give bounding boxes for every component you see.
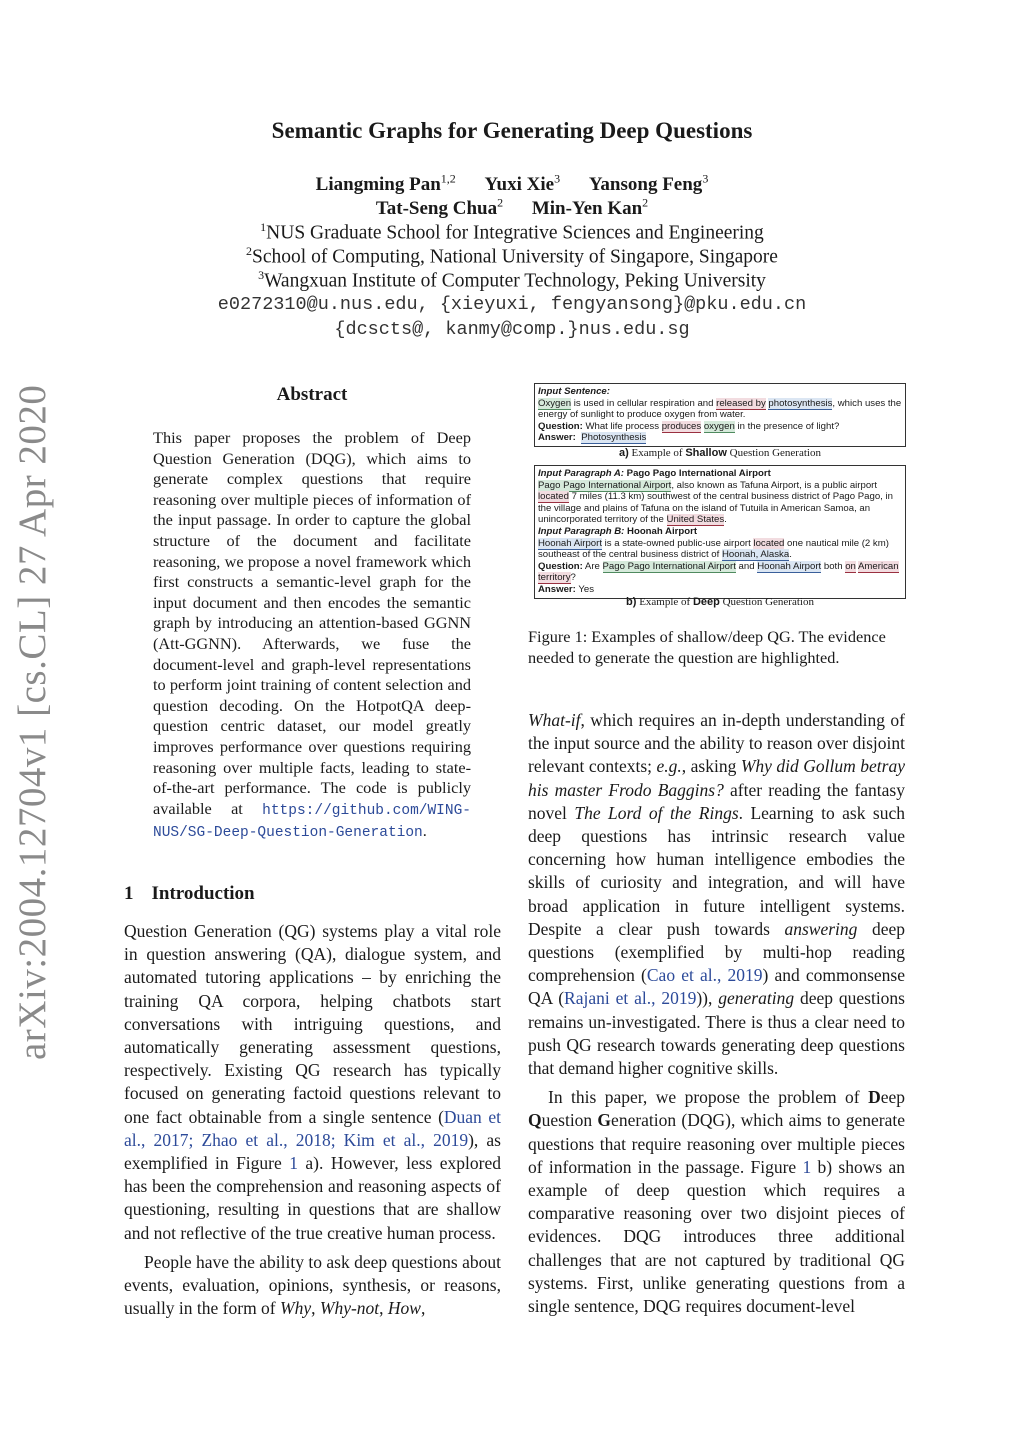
intro-right-column bbox=[528, 709, 905, 1318]
figure-1-caption: Figure 1: Examples of shallow/deep QG. The evidence needed to generate the question are highlighted. bbox=[528, 627, 886, 667]
code-link[interactable]: https://github.com/WING-NUS/SG-Deep-Question-Generation bbox=[153, 802, 471, 842]
citation[interactable]: Cao et al., 2019 bbox=[646, 965, 763, 986]
affiliation-3: $^3$Wangxuan Institute of Computer Technology, Peking University bbox=[258, 268, 766, 292]
authors-line-2 bbox=[0, 196, 1024, 220]
intro-paragraph-2: People have the ability to ask deep questions about events, evaluation, opinions, synthesis, or reasons, usually in the form of Why, Why-not, How, bbox=[124, 1251, 501, 1319]
abstract-heading: Abstract bbox=[276, 384, 348, 405]
citation[interactable]: Duan et al., 2017; Zhao et al., 2018; Kim et al., 2019 bbox=[124, 1106, 501, 1150]
figure-ref[interactable]: 1 bbox=[802, 1156, 812, 1177]
figure-1a-box: Input Sentence: Oxygen is used in cellular respiration and released by photosynthesis, which uses the energy of sunlight to produce oxygen from water. Question: What life process produces oxygen in the presence of light? Answer: Photosynthesis bbox=[534, 383, 906, 447]
section-heading-introduction: 1 Introduction bbox=[124, 883, 255, 904]
affiliation-1: $^1$NUS Graduate School for Integrative Sciences and Engineering bbox=[260, 220, 764, 244]
intro-paragraph-3: In this paper, we propose the problem of Deep Question Generation (DQG), which aims to generate questions that require reasoning over multiple pieces of information in the passage. Figure 1 b) shows an example of deep question which requires a comparative reasoning over two disjoint pieces of evidences. DQG introduces three additional challenges that are not captured by traditional QG systems. First, unlike generating questions from a single sentence, DQG requires document-level bbox=[528, 1087, 905, 1317]
intro-paragraph-1: Question Generation (QG) systems play a vital role in question answering (QA), dialogue system, and automated tutoring applications – by enriching the training QA corpora, helping chatbots start conversations with intriguing questions, and automatically generating assessment questions, respectively. Existing QG research has typically focused on generating factoid questions relevant to one fact obtainable from a single sentence (Duan et al., 2017; Zhao et al., 2018; Kim et al., 2019), as exemplified in Figure 1 a). However, less explored has been the comprehension and reasoning aspects of questioning, resulting in questions that are shallow and not reflective of the true creative human process. bbox=[124, 921, 501, 1243]
affiliation-2: $^2$School of Computing, National University of Singapore, Singapore bbox=[246, 244, 778, 268]
author: Liangming Pan$^{1,2}$ bbox=[315, 172, 456, 196]
email-line-1: e0272310@u.nus.edu, {xieyuxi, fengyansong}@pku.edu.cn bbox=[217, 294, 807, 315]
authors-line-1 bbox=[0, 172, 1024, 196]
paper-title: Semantic Graphs for Generating Deep Questions bbox=[271, 118, 753, 143]
citation[interactable]: Rajani et al., 2019 bbox=[564, 988, 697, 1009]
figure-ref[interactable]: 1 bbox=[289, 1153, 298, 1174]
author: Yuxi Xie$^3$ bbox=[484, 172, 561, 196]
intro-left-column bbox=[124, 920, 501, 1320]
author: Yansong Feng$^3$ bbox=[588, 172, 709, 196]
figure-1b-box: Input Paragraph A: Pago Pago International Airport Pago Pago International Airport, also known as Tafuna Airport, is a public airport located 7 miles (11.3 km) southwest of the central business district of Pago Pago, in the village and plains of Tafuna on the island of Tutuila in American Samoa, an unincorporated territory of the United States. Input Paragraph B: Hoonah Airport Hoonah Airport is a state-owned public-use airport located one nautical mile (2 km) southeast of the central business district of Hoonah, Alaska. Question: Are Pago Pago International Airport and Hoonah Airport both on American territory? Answer: Yes bbox=[534, 465, 906, 599]
arxiv-stamp: arXiv:2004.12704v1 [cs.CL] 27 Apr 2020 bbox=[11, 384, 54, 1060]
abstract-body: This paper proposes the problem of Deep Question Generation (DQG), which aims to generate complex questions that require reasoning over multiple pieces of information of the input passage. In order to capture the global structure of the document and facilitate reasoning, we propose a novel framework which first constructs a semantic-level graph for the input document and then encodes the semantic graph by introducing an attention-based GGNN (Att-GGNN). Afterwards, we fuse the document-level and graph-level representations to perform joint training of content selection and question decoding. On the HotpotQA deep-question centric dataset, our model greatly improves performance over questions requiring reasoning over multiple facts, leading to state-of-the-art performance. The code is publicly available at https://github.com/WING-NUS/SG-Deep-Question-Generation. bbox=[153, 428, 471, 842]
author: Min-Yen Kan$^2$ bbox=[531, 196, 649, 220]
figure-1b-caption: b) Example of Deep Question Generation bbox=[626, 596, 814, 608]
author: Tat-Seng Chua$^2$ bbox=[375, 196, 504, 220]
email-line-2: {dcscts@, kanmy@comp.}nus.edu.sg bbox=[334, 319, 690, 340]
intro-paragraph-2-cont: What-if, which requires an in-depth understanding of the input source and the ability to reason over disjoint relevant contexts; e.g., asking Why did Gollum betray his master Frodo Baggins? after reading the fantasy novel The Lord of the Rings. Learning to ask such deep questions has intrinsic research value concerning how human intelligence embodies the skills of curiosity and integration, and will have broad application in future intelligent systems. Despite a clear push towards answering deep questions (exemplified by multi-hop reading comprehension (Cao et al., 2019) and commonsense QA (Rajani et al., 2019)), generating deep questions remains un-investigated. There is thus a clear need to push QG research towards generating deep questions that demand higher cognitive skills. bbox=[528, 710, 905, 1079]
figure-1a-caption: a) Example of Shallow Question Generation bbox=[619, 447, 821, 459]
